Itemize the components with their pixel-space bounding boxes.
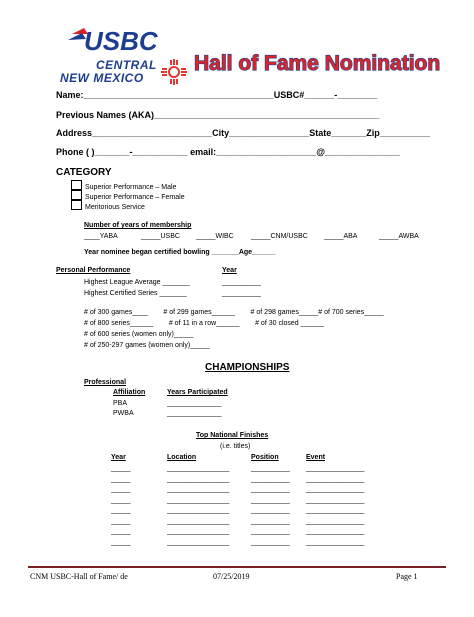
org-name-line1: CENTRAL — [96, 58, 157, 72]
checkbox[interactable] — [71, 190, 82, 200]
highest-series-year[interactable]: __________ — [222, 290, 261, 297]
phone-field[interactable]: Phone ( )_______-___________ email:____________________@_______________ — [56, 147, 401, 157]
finish-cell[interactable]: __________ — [251, 517, 290, 525]
membership-aba[interactable]: _____ABA — [324, 233, 358, 240]
affiliation-heading: Affiliation — [113, 389, 146, 396]
finish-cell[interactable]: _______________ — [306, 496, 365, 504]
finish-cell[interactable]: _____ — [111, 475, 131, 483]
previous-names-field[interactable]: Previous Names (AKA)_____________________________________________ — [56, 110, 380, 120]
col-event-heading: Event — [306, 454, 326, 461]
years-participated-heading: Years Participated — [167, 389, 228, 396]
finish-cell[interactable]: _______________ — [306, 465, 365, 472]
pba-label: PBA — [113, 400, 128, 407]
finish-cell[interactable]: _____ — [111, 496, 131, 504]
finish-cell[interactable]: _______________ — [306, 507, 365, 514]
games-line-4[interactable]: # of 250-297 games (women only)_____ — [84, 342, 210, 349]
finish-cell[interactable]: __________ — [251, 507, 290, 514]
membership-heading: Number of years of membership — [84, 222, 192, 229]
footer-date: 07/25/2019 — [213, 572, 250, 581]
games-line-1[interactable]: # of 300 games____ # of 299 games______ # of 298 games_____# of 700 series_____ — [84, 309, 384, 316]
finish-cell[interactable]: ________________ — [167, 496, 230, 504]
top-finishes-heading: Top National Finishes — [196, 432, 269, 439]
finish-cell[interactable]: _______________ — [306, 528, 365, 535]
checkbox[interactable] — [71, 200, 82, 210]
finish-cell[interactable]: __________ — [251, 538, 290, 546]
membership-awba[interactable]: _____AWBA — [379, 233, 419, 240]
org-name-line2: NEW MEXICO — [60, 71, 144, 85]
page-title-text: Hall of Fame Nomination — [194, 52, 441, 75]
finish-cell[interactable]: ________________ — [167, 528, 230, 535]
category-option-label: Superior Performance – Female — [85, 194, 185, 201]
certified-year-field[interactable]: Year nominee began certified bowling _______Age______ — [84, 249, 276, 256]
pwba-years-field[interactable]: ______________ — [167, 410, 222, 417]
usbc-logo-text: USBC — [84, 26, 158, 56]
finish-cell[interactable]: _____ — [111, 517, 131, 525]
finish-cell[interactable]: _______________ — [306, 517, 365, 525]
highest-average-field[interactable]: Highest League Average _______ — [84, 279, 190, 286]
zia-sun-icon — [160, 58, 188, 86]
finish-cell[interactable]: _______________ — [306, 538, 365, 546]
finish-cell[interactable]: _______________ — [306, 475, 365, 483]
games-line-2[interactable]: # of 800 series______ # of 11 in a row______ # of 30 closed ______ — [84, 320, 324, 327]
finish-cell[interactable]: ________________ — [167, 538, 230, 546]
finish-cell[interactable]: ________________ — [167, 517, 230, 525]
name-field[interactable]: Name:______________________________________USBC#______-________ — [56, 90, 378, 100]
finish-cell[interactable]: _____ — [111, 507, 131, 514]
finish-cell[interactable]: _____ — [111, 465, 131, 472]
finish-cell[interactable]: _____ — [111, 528, 131, 535]
finish-cell[interactable]: __________ — [251, 496, 290, 504]
pba-years-field[interactable]: ______________ — [167, 400, 222, 407]
membership-wibc[interactable]: _____WIBC — [196, 233, 234, 240]
finish-cell[interactable]: ________________ — [167, 475, 230, 483]
finish-cell[interactable]: __________ — [251, 528, 290, 535]
finish-cell[interactable]: ________________ — [167, 465, 230, 472]
category-option-meritorious[interactable] — [71, 200, 145, 211]
top-finishes-subheading: (i.e. titles) — [220, 443, 251, 450]
personal-heading: Personal Performance — [56, 267, 131, 274]
professional-heading: Professional — [84, 379, 127, 386]
pwba-label: PWBA — [113, 410, 134, 417]
finish-cell[interactable]: ________________ — [167, 486, 230, 493]
footer-divider — [28, 566, 446, 568]
finish-cell[interactable]: _____ — [111, 486, 131, 493]
personal-year-heading: Year — [222, 267, 237, 274]
category-option-label: Superior Performance – Male — [85, 184, 177, 191]
finish-cell[interactable]: __________ — [251, 465, 290, 472]
address-field[interactable]: Address________________________City________________State_______Zip__________ — [56, 128, 430, 138]
membership-yaba[interactable]: ____YABA — [84, 233, 118, 240]
championships-heading: CHAMPIONSHIPS — [205, 362, 290, 373]
finish-cell[interactable]: __________ — [251, 475, 290, 483]
footer-page: Page 1 — [396, 572, 418, 581]
membership-usbc[interactable]: _____USBC — [141, 233, 180, 240]
checkbox[interactable] — [71, 180, 82, 190]
col-location-heading: Location — [167, 454, 197, 461]
membership-cnm-usbc[interactable]: _____CNM/USBC — [251, 233, 308, 240]
category-heading: CATEGORY — [56, 167, 112, 178]
finish-cell[interactable]: _______________ — [306, 486, 365, 493]
usbc-logo — [66, 24, 186, 56]
games-line-3[interactable]: # of 600 series (women only)_____ — [84, 331, 194, 338]
col-year-heading: Year — [111, 454, 126, 461]
highest-series-field[interactable]: Highest Certified Series _______ — [84, 290, 187, 297]
page-title — [192, 48, 444, 76]
finish-cell[interactable]: _____ — [111, 538, 131, 546]
finish-cell[interactable]: ________________ — [167, 507, 230, 514]
highest-average-year[interactable]: __________ — [222, 279, 261, 286]
col-position-heading: Position — [251, 454, 279, 461]
category-option-label: Meritorious Service — [85, 204, 145, 211]
footer-left: CNM USBC-Hall of Fame/ de — [30, 572, 128, 581]
finish-cell[interactable]: __________ — [251, 486, 290, 493]
